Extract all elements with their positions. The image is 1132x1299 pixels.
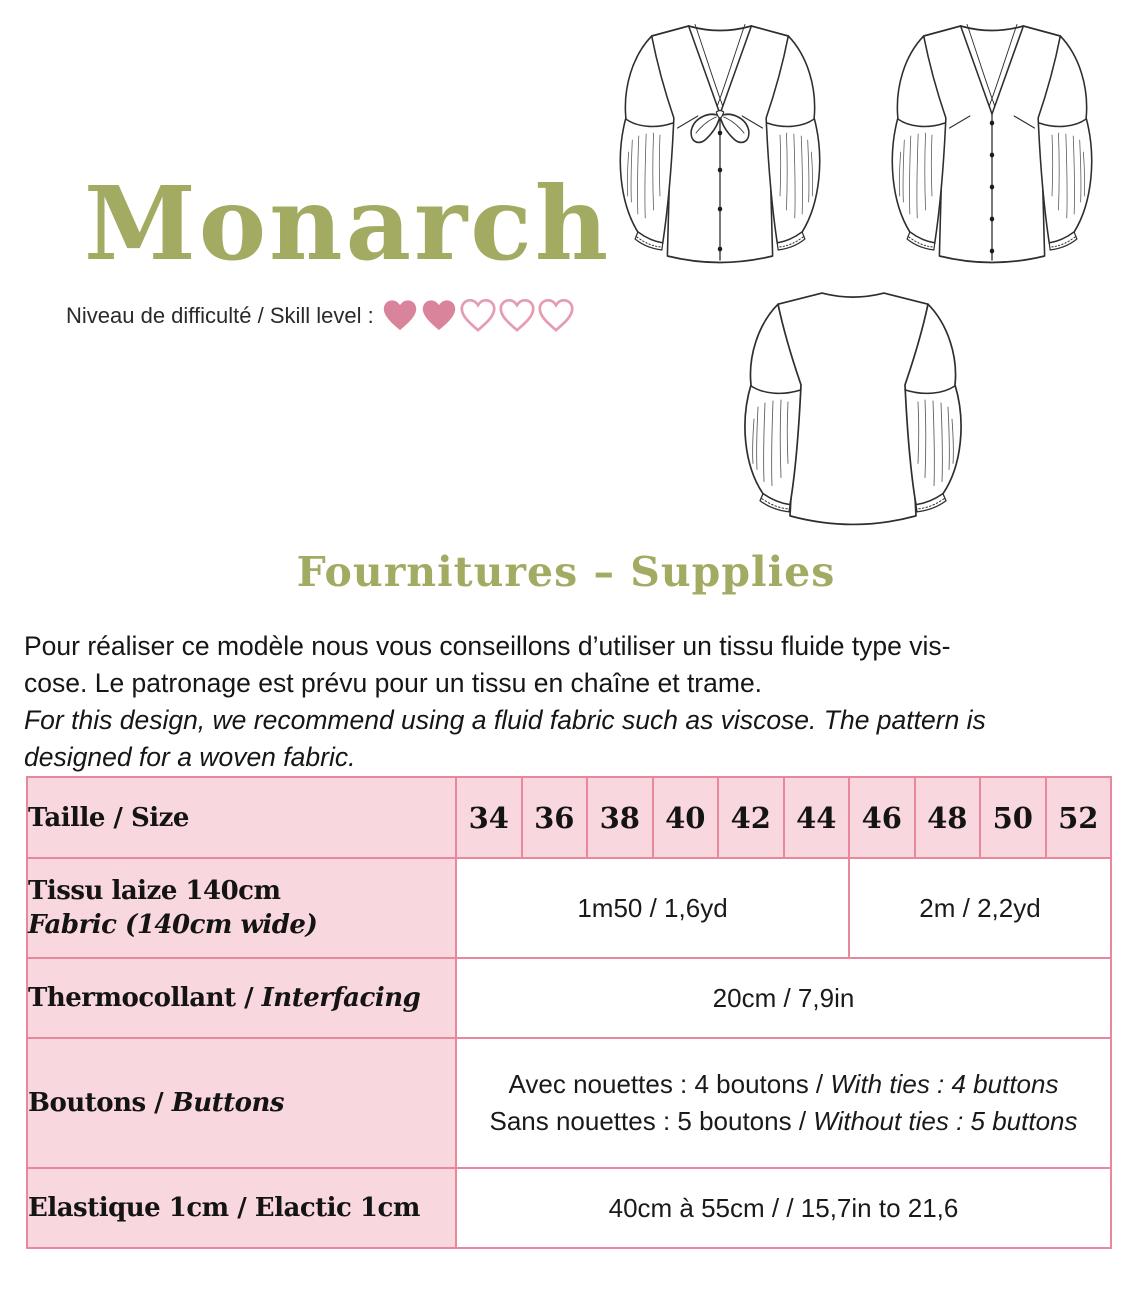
size-cell: 46 [849, 777, 915, 858]
size-cell: 52 [1046, 777, 1112, 858]
fabric-value-46-52: 2m / 2,2yd [849, 858, 1111, 958]
buttons-value-line2-fr: Sans nouettes : 5 boutons / [489, 1106, 814, 1136]
buttons-value [456, 1038, 1111, 1168]
buttons-value-line2-en: Without ties : 5 buttons [813, 1106, 1078, 1136]
blouse-front-ties-sketch [600, 6, 840, 291]
size-cell: 50 [980, 777, 1046, 858]
buttons-value-line1-en: With ties : 4 buttons [830, 1069, 1059, 1099]
table-row-interfacing [27, 958, 1111, 1038]
heart-outline-icon [460, 299, 496, 332]
skill-level-label: Niveau de difficulté / Skill level : [66, 302, 374, 328]
fabric-label-fr: Tissu laize 140cm [28, 876, 281, 906]
intro-fr-line2: cose. Le patronage est prévu pour un tissu en chaîne et trame. [24, 668, 763, 698]
intro-paragraph [24, 628, 1124, 776]
heart-filled-icon [421, 299, 457, 332]
table-row-elastic [27, 1168, 1111, 1248]
size-cell: 34 [456, 777, 522, 858]
table-row-sizes [27, 777, 1111, 858]
buttons-value-line1-fr: Avec nouettes : 4 boutons / [508, 1069, 831, 1099]
intro-en-line2: designed for a woven fabric. [24, 742, 356, 772]
size-row-label: Taille / Size [27, 777, 456, 858]
elastic-value: 40cm à 55cm / / 15,7in to 21,6 [456, 1168, 1111, 1248]
skill-level-row [66, 299, 574, 332]
interfacing-label-en: Interfacing [261, 983, 421, 1013]
heart-filled-icon [382, 299, 418, 332]
intro-fr-line1: Pour réaliser ce modèle nous vous conseillons d’utiliser un tissu fluide type vis- [24, 631, 951, 661]
blouse-back-sketch [728, 280, 978, 532]
size-cell: 36 [522, 777, 588, 858]
fabric-row-label [27, 858, 456, 958]
size-cell: 40 [653, 777, 719, 858]
skill-hearts [382, 299, 574, 332]
page-title: Monarch [84, 164, 612, 283]
table-row-buttons [27, 1038, 1111, 1168]
size-cell: 38 [587, 777, 653, 858]
buttons-row-label [27, 1038, 456, 1168]
fabric-value-34-44: 1m50 / 1,6yd [456, 858, 849, 958]
size-cell: 42 [718, 777, 784, 858]
interfacing-value: 20cm / 7,9in [456, 958, 1111, 1038]
heart-outline-icon [499, 299, 535, 332]
buttons-label-en: Buttons [171, 1088, 284, 1118]
section-heading: Fournitures – Supplies [296, 548, 836, 596]
buttons-label-fr: Boutons / [28, 1088, 172, 1118]
fabric-label-en: Fabric (140cm wide) [28, 910, 318, 940]
interfacing-label-fr: Thermocollant / [28, 983, 262, 1013]
size-cell: 48 [915, 777, 981, 858]
size-cell: 44 [784, 777, 850, 858]
intro-en-line1: For this design, we recommend using a fluid fabric such as viscose. The pattern is [24, 705, 986, 735]
table-row-fabric [27, 858, 1111, 958]
elastic-row-label: Elastique 1cm / Elactic 1cm [27, 1168, 456, 1248]
supplies-table [26, 776, 1112, 1249]
blouse-front-buttons-sketch [872, 6, 1112, 291]
interfacing-row-label [27, 958, 456, 1038]
heart-outline-icon [538, 299, 574, 332]
